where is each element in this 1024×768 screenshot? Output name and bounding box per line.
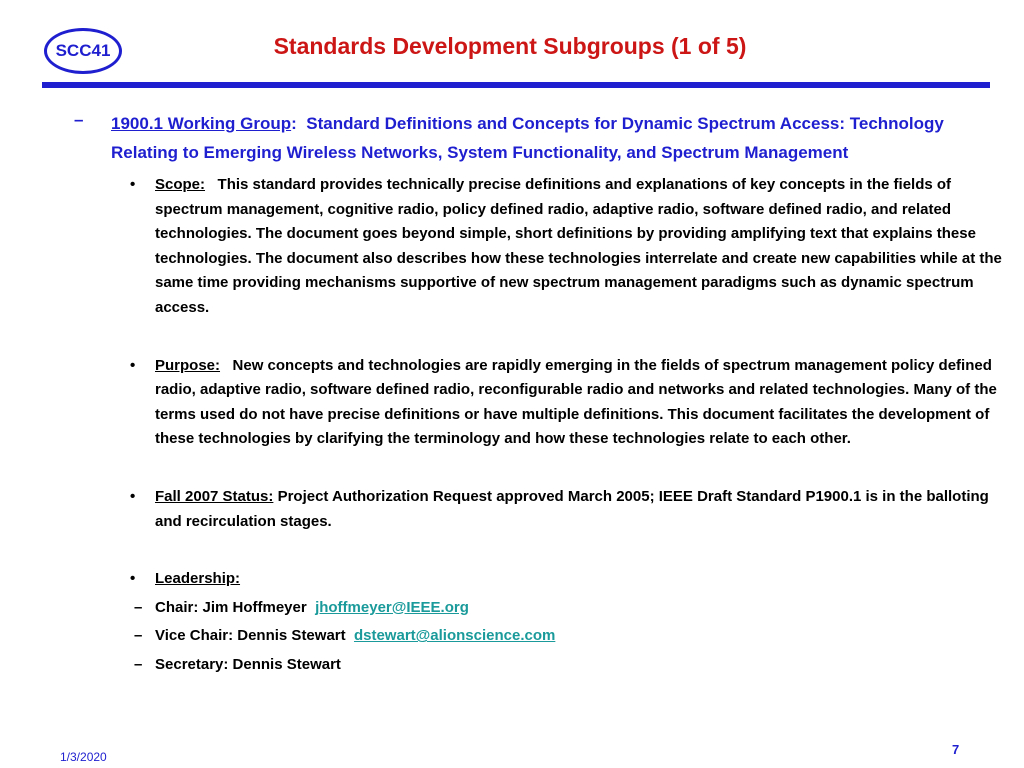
leadership-label: Leadership:: [155, 570, 241, 588]
leadership-item: [130, 567, 1004, 592]
purpose-text: New concepts and technologies are rapidly emerging in the fields of spectrum management policy defined radio, adaptive radio, software defined radio, reconfigurable radio and networks and related technologies. Many of the terms used do not have precise definitions or have multiple definitions. This document facilitates the development of these technologies by clarifying the terminology and how these technologies relate to each other.: [155, 356, 997, 448]
status-text: Project Authorization Request approved March 2005; IEEE Draft Standard P1900.1 is in the balloting and recirculation stages.: [155, 487, 989, 530]
chair-item: [130, 596, 1004, 621]
working-group-description: Standard Definitions and Concepts for Dynamic Spectrum Access: Technology Relating to Emerging Wireless Networks, System Functionality, and Spectrum Management: [111, 114, 944, 162]
dash-bullet: –: [134, 598, 143, 616]
scope-text: This standard provides technically precise definitions and explanations of key concepts in the fields of spectrum management, cognitive radio, policy defined radio, adaptive radio, software defined radio, and related technologies. The document goes beyond simple, short definitions by providing amplifying text that explains these technologies. The document also describes how these technologies interrelate and create new capabilities while at the same time providing mechanisms supportive of new spectrum management paradigms such as dynamic spectrum access.: [155, 176, 1002, 316]
dash-bullet: –: [134, 655, 143, 673]
bullet-dot: •: [130, 570, 136, 588]
slide-body: [74, 110, 1004, 678]
bullet-dot: •: [130, 176, 136, 193]
secretary-item: [130, 653, 1004, 678]
scope-label: Scope:: [155, 176, 206, 193]
scope-item: [130, 173, 1004, 321]
page-number: 7: [952, 742, 960, 757]
chair-text: Chair: Jim Hoffmeyer: [155, 598, 307, 616]
logo-text: SCC41: [55, 41, 111, 60]
scc41-logo: [44, 28, 122, 74]
footer-date: 1/3/2020: [60, 750, 107, 764]
purpose-label: Purpose:: [155, 356, 221, 374]
purpose-item: [130, 354, 1004, 452]
dash-bullet: –: [134, 627, 143, 645]
working-group-name: 1900.1 Working Group: [111, 114, 292, 133]
secretary-text: Secretary: Dennis Stewart: [155, 655, 341, 673]
working-group-heading: [111, 110, 1004, 167]
status-label: Fall 2007 Status:: [155, 487, 274, 505]
working-group-separator: :: [291, 114, 297, 133]
slide-title: Standards Development Subgroups (1 of 5): [273, 33, 747, 59]
bullet-dot: •: [130, 487, 136, 505]
bullet-dot: •: [130, 356, 136, 374]
status-item: [130, 485, 1004, 534]
bullet-list: [130, 173, 1004, 678]
title-divider: [42, 82, 990, 88]
vice-chair-item: [130, 624, 1004, 649]
chair-email-link[interactable]: jhoffmeyer@IEEE.org: [315, 598, 469, 616]
vice-chair-text: Vice Chair: Dennis Stewart: [155, 627, 346, 645]
dash-bullet: –: [74, 110, 84, 129]
vice-chair-email-link[interactable]: dstewart@alionscience.com: [353, 627, 556, 645]
